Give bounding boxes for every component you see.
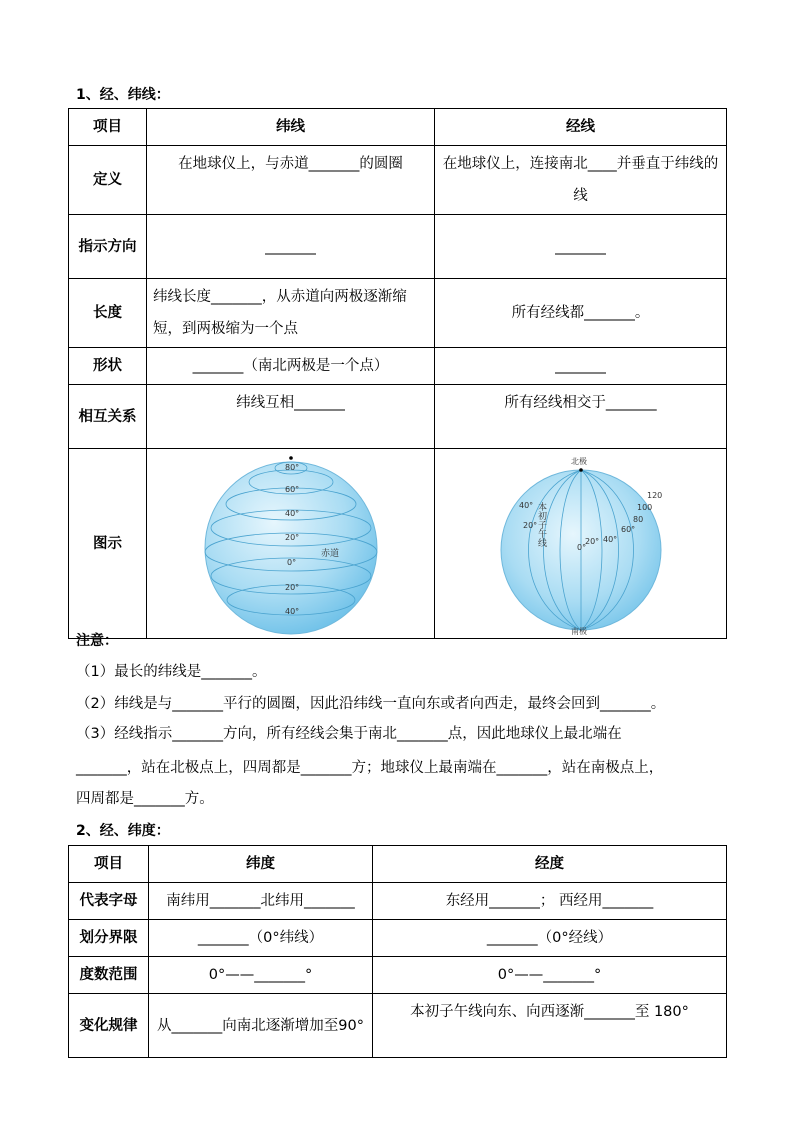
- lat-globe-cell: [147, 449, 435, 639]
- lat-direction: _______: [147, 215, 435, 279]
- row-label-figure: 图示: [69, 449, 147, 639]
- lon-relation: 所有经线相交于_______: [435, 385, 727, 449]
- lon-label-e60: 60°: [620, 524, 635, 534]
- header-longitude-line: 经线: [435, 109, 727, 146]
- lon-label-w20: 20°: [522, 520, 537, 530]
- header-latitude: 纬度: [149, 846, 373, 883]
- lat-label-0: 0°: [286, 557, 296, 567]
- lat-rule: 从_______向南北逐渐增加至90°: [149, 994, 373, 1058]
- notes-title: 注意：: [76, 633, 118, 649]
- lon-label-e40: 40°: [602, 534, 617, 544]
- header-latitude-line: 纬线: [147, 109, 435, 146]
- lon-label-e100: 100: [636, 502, 652, 512]
- lon-definition: 在地球仪上，连接南北____并垂直于纬线的线: [435, 146, 727, 215]
- lat-label-80: 80°: [284, 462, 299, 472]
- lat-length: 纬线长度_______，从赤道向两极逐渐缩短，到两极缩为一个点: [147, 279, 435, 348]
- row-label-relation: 相互关系: [69, 385, 147, 449]
- section1-title: 1、经、纬线：: [76, 87, 170, 103]
- lat-relation: 纬线互相_______: [147, 385, 435, 449]
- row-label-range: 度数范围: [69, 957, 149, 994]
- header-longitude: 经度: [373, 846, 727, 883]
- note-3-line-1: （3）经线指示_______方向，所有经线会集于南北_______点，因此地球仪上最北端在: [76, 726, 622, 742]
- lon-range: 0°——_______°: [373, 957, 727, 994]
- row-label-boundary: 划分界限: [69, 920, 149, 957]
- lat-boundary: _______（0°纬线）: [149, 920, 373, 957]
- header-item: 项目: [69, 109, 147, 146]
- lon-label-e20: 20°: [584, 536, 599, 546]
- lon-label-w40: 40°: [518, 500, 533, 510]
- row-label-shape: 形状: [69, 348, 147, 385]
- lat-label-20: 20°: [284, 532, 299, 542]
- lat-shape: _______（南北两极是一个点）: [147, 348, 435, 385]
- row-label-length: 长度: [69, 279, 147, 348]
- lat-label-60: 60°: [284, 484, 299, 494]
- note-2: （2）纬线是与_______平行的圆圈，因此沿纬线一直向东或者向西走，最终会回到_______。: [76, 696, 666, 712]
- note-1: （1）最长的纬线是_______。: [76, 664, 267, 680]
- row-label-rule: 变化规律: [69, 994, 149, 1058]
- lat-definition: 在地球仪上，与赤道_______的圆圈: [147, 146, 435, 215]
- lon-direction: _______: [435, 215, 727, 279]
- lon-rule: 本初子午线向东、向西逐渐_______至 180°: [373, 994, 727, 1058]
- header2-item: 项目: [69, 846, 149, 883]
- row-label-definition: 定义: [69, 146, 147, 215]
- equator-label: 赤道: [320, 548, 339, 559]
- row-label-direction: 指示方向: [69, 215, 147, 279]
- lon-letter: 东经用_______； 西经用_______: [373, 883, 727, 920]
- lon-label-0: 0°: [576, 542, 586, 552]
- row-label-letter: 代表字母: [69, 883, 149, 920]
- lat-label-s40: 40°: [284, 606, 299, 616]
- section2-title: 2、经、纬度：: [76, 823, 170, 839]
- lon-label-e120: 120: [646, 490, 662, 500]
- longitude-globe-illustration: [481, 452, 681, 636]
- lon-globe-cell: [435, 449, 727, 639]
- lat-range: 0°——_______°: [149, 957, 373, 994]
- note-3-line-3: 四周都是_______方。: [76, 791, 214, 807]
- lat-letter: 南纬用_______北纬用_______: [149, 883, 373, 920]
- lon-boundary: _______（0°经线）: [373, 920, 727, 957]
- lat-lon-line-table: [68, 108, 727, 639]
- south-pole-label: 南极: [570, 626, 587, 636]
- lon-shape: _______: [435, 348, 727, 385]
- lat-label-s20: 20°: [284, 582, 299, 592]
- north-pole-label: 北极: [570, 456, 587, 466]
- prime-meridian-label: 本初子午线: [535, 501, 546, 547]
- lon-label-e80: 80: [632, 514, 643, 524]
- lon-length: 所有经线都_______。: [435, 279, 727, 348]
- latitude-globe-illustration: [191, 452, 391, 636]
- lat-label-40: 40°: [284, 508, 299, 518]
- note-3-line-2: _______，站在北极点上，四周都是_______方；地球仪上最南端在_______，站在南极点上，: [76, 760, 664, 776]
- lat-lon-degree-table: [68, 845, 727, 1058]
